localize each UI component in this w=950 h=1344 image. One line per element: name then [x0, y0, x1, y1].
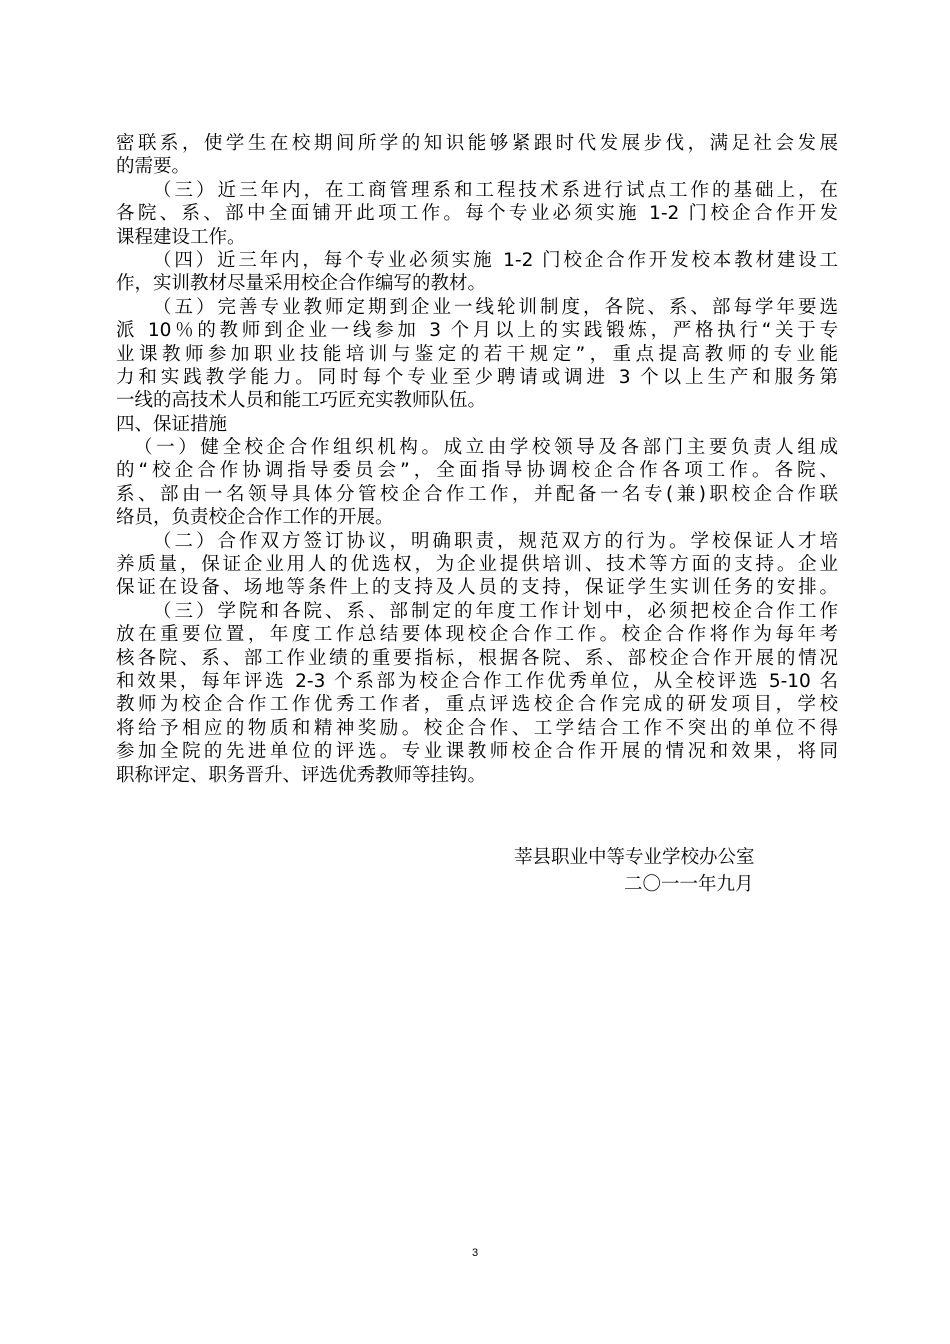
body-line-5: 课程建设工作。: [116, 226, 246, 248]
section-heading: 四、保证措施: [116, 413, 228, 435]
body-line-19: 养质量，保证企业用人的优选权，为企业提供培训、技术等方面的支持。企业: [116, 554, 838, 576]
body-line-14: （一）健全校企合作组织机构。成立由学校领导及各部门主要负责人组成: [134, 437, 838, 459]
document-body: [116, 132, 838, 787]
body-line-17: 络员，负责校企合作工作的开展。: [116, 507, 394, 529]
body-line-22: 放在重要位置，年度工作总结要体现校企合作工作。校企合作将作为每年考: [116, 624, 838, 646]
body-line-21: （三）学院和各院、系、部制定的年度工作计划中，必须把校企合作工作: [153, 600, 838, 622]
signature-organization: 莘县职业中等专业学校办公室: [514, 847, 755, 868]
body-line-9: 派 10％的教师到企业一线参加 3 个月以上的实践锻炼，严格执行“关于专: [116, 320, 838, 342]
body-line-28: 职称评定、职务晋升、评选优秀教师等挂钩。: [116, 764, 487, 786]
body-line-20: 保证在设备、场地等条件上的支持及人员的支持，保证学生实训任务的安排。: [116, 577, 838, 599]
body-line-25: 教师为校企合作工作优秀工作者，重点评选校企合作完成的研发项目，学校: [116, 694, 838, 716]
body-line-15: 的“校企合作协调指导委员会”，全面指导协调校企合作各项工作。各院、: [116, 460, 838, 482]
body-line-6: （四）近三年内，每个专业必须实施 1-2 门校企合作开发校本教材建设工: [153, 249, 838, 271]
body-line-18: （二）合作双方签订协议，明确职责，规范双方的行为。学校保证人才培: [153, 530, 838, 552]
body-line-26: 将给予相应的物质和精神奖励。校企合作、工学结合工作不突出的单位不得: [116, 717, 838, 739]
signature-date: 二〇一一年九月: [624, 874, 754, 895]
body-line-24: 和效果，每年评选 2-3 个系部为校企合作工作优秀单位，从全校评选 5-10 名: [116, 670, 838, 692]
page-number: 3: [471, 1247, 479, 1259]
body-line-16: 系、部由一名领导具体分管校企合作工作，并配备一名专(兼)职校企合作联: [116, 483, 838, 505]
body-line-12: 一线的高技术人员和能工巧匠充实教师队伍。: [116, 390, 487, 412]
body-line-11: 力和实践教学能力。同时每个专业至少聘请或调进 3 个以上生产和服务第: [116, 366, 838, 388]
body-line-1: 密联系，使学生在校期间所学的知识能够紧跟时代发展步伐，满足社会发展: [116, 133, 838, 154]
body-line-4: 各院、系、部中全面铺开此项工作。每个专业必须实施 1-2 门校企合作开发: [116, 203, 838, 225]
body-line-7: 作，实训教材尽量采用校企合作编写的教材。: [116, 273, 487, 295]
body-line-23: 核各院、系、部工作业绩的重要指标，根据各院、系、部校企合作开展的情况: [116, 647, 838, 669]
body-line-10: 业课教师参加职业技能培训与鉴定的若干规定”，重点提高教师的专业能: [116, 343, 838, 365]
body-line-2: 的需要。: [116, 156, 191, 178]
body-line-3: （三）近三年内，在工商管理系和工程技术系进行试点工作的基础上，在: [153, 179, 838, 201]
body-line-27: 参加全院的先进单位的评选。专业课教师校企合作开展的情况和效果，将同: [116, 741, 838, 763]
body-line-8: （五）完善专业教师定期到企业一线轮训制度，各院、系、部每学年要选: [153, 296, 838, 318]
